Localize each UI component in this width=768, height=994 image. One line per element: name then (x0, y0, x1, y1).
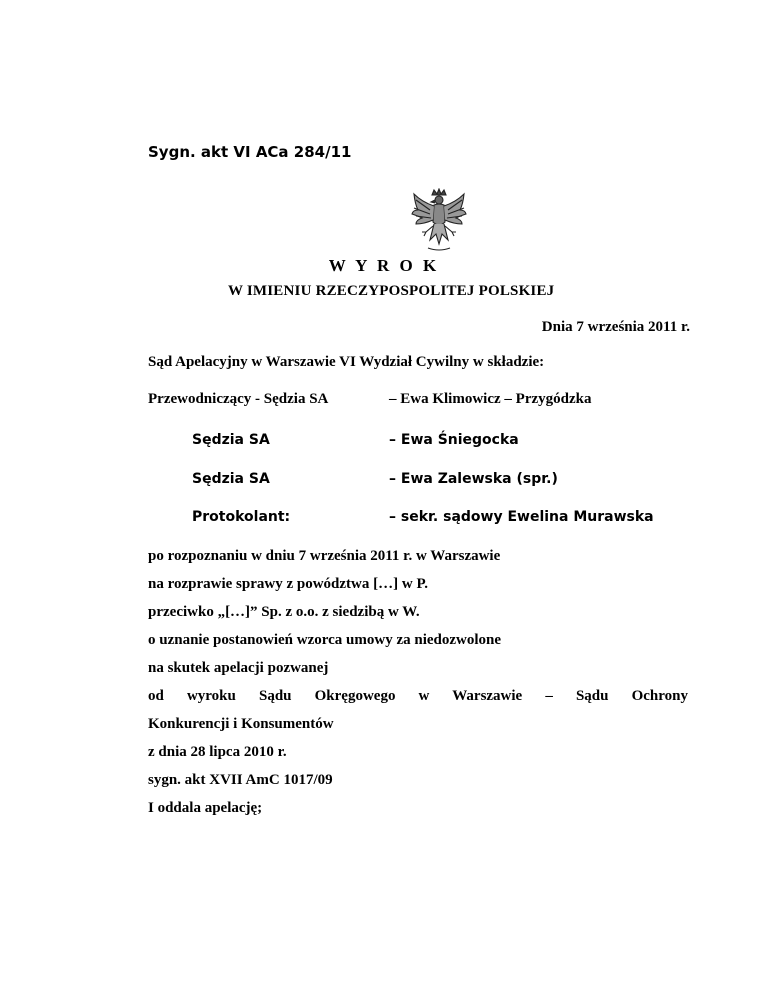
body-line-2: na rozprawie sprawy z powództwa […] w P. (148, 576, 428, 592)
body-line-5: na skutek apelacji pozwanej (148, 660, 329, 676)
court-name: Sąd Apelacyjny w Warszawie VI Wydział Cywilny w składzie: (148, 354, 545, 370)
body-line-4: o uznanie postanowień wzorca umowy za niedozwolone (148, 632, 502, 648)
document-subtitle: W IMIENIU RZECZYPOSPOLITEJ POLSKIEJ (228, 283, 555, 299)
polish-eagle-emblem-icon (410, 188, 468, 254)
body-line-1: po rozpoznaniu w dniu 7 września 2011 r. w Warszawie (148, 548, 501, 564)
body-line-3: przeciwko „[…]” Sp. z o.o. z siedzibą w W. (148, 604, 420, 620)
panel-name-judge-2: – Ewa Zalewska (spr.) (389, 471, 558, 487)
case-signature: Sygn. akt VI ACa 284/11 (148, 143, 352, 161)
panel-role-presiding: Przewodniczący - Sędzia SA (148, 391, 329, 407)
body-line-7: Konkurencji i Konsumentów (148, 716, 334, 732)
body-line-9: sygn. akt XVII AmC 1017/09 (148, 772, 333, 788)
panel-name-judge-1: – Ewa Śniegocka (389, 432, 519, 448)
panel-name-clerk: – sekr. sądowy Ewelina Murawska (389, 509, 654, 525)
judgment-date: Dnia 7 września 2011 r. (541, 319, 690, 335)
body-line-6: od wyroku Sądu Okręgowego w Warszawie – Sądu Ochrony (148, 688, 688, 704)
document-title: W Y R O K (328, 256, 440, 275)
body-line-10: I oddala apelację; (148, 800, 263, 816)
panel-name-presiding: – Ewa Klimowicz – Przygódzka (389, 391, 592, 407)
body-line-8: z dnia 28 lipca 2010 r. (148, 744, 287, 760)
panel-role-judge-2: Sędzia SA (192, 471, 270, 487)
panel-role-judge-1: Sędzia SA (192, 432, 270, 448)
panel-role-clerk: Protokolant: (192, 509, 291, 525)
